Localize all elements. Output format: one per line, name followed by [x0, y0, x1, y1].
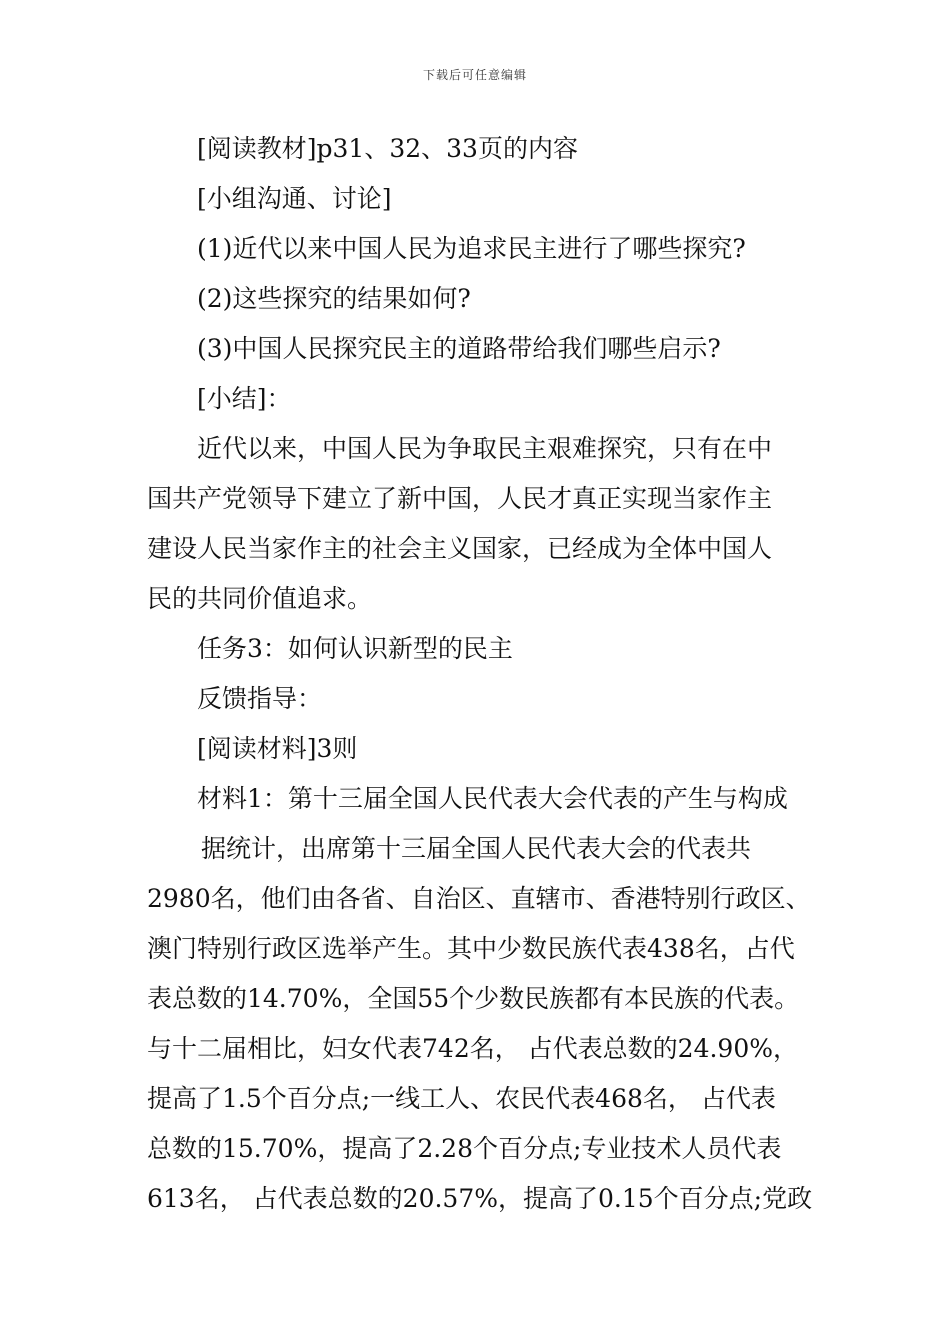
material-1-paragraph-line: 613名， 占代表总数的20.57%，提高了0.15个百分点;党政	[147, 1184, 813, 1213]
material-1-paragraph-line: 表总数的14.70%，全国55个少数民族都有本民族的代表。	[147, 984, 800, 1013]
reading-materials-line: [阅读材料]3则	[197, 734, 358, 763]
question-1: (1)近代以来中国人民为追求民主进行了哪些探究?	[197, 234, 746, 263]
question-2: (2)这些探究的结果如何?	[197, 284, 471, 313]
feedback-guidance-heading: 反馈指导：	[197, 684, 323, 713]
material-1-paragraph-line: 据统计，出席第十三届全国人民代表大会的代表共	[201, 834, 752, 863]
material-1-paragraph-line: 2980名，他们由各省、自治区、直辖市、香港特别行政区、	[147, 884, 811, 913]
material-1-paragraph-line: 总数的15.70%，提高了2.28个百分点;专业技术人员代表	[147, 1134, 782, 1163]
group-discussion-heading: [小组沟通、讨论]	[197, 184, 392, 213]
material-1-paragraph-line: 与十二届相比，妇女代表742名， 占代表总数的24.90%，	[147, 1034, 798, 1063]
material-1-title: 材料1：第十三届全国人民代表大会代表的产生与构成	[197, 784, 788, 813]
question-3: (3)中国人民探究民主的道路带给我们哪些启示?	[197, 334, 721, 363]
summary-paragraph-line: 建设人民当家作主的社会主义国家，已经成为全体中国人	[147, 534, 773, 563]
summary-paragraph-line: 近代以来，中国人民为争取民主艰难探究，只有在中	[197, 434, 773, 463]
summary-paragraph-line: 民的共同价值追求。	[147, 584, 373, 613]
reading-textbook-line: [阅读教材]p31、32、33页的内容	[197, 134, 578, 163]
summary-paragraph-line: 国共产党领导下建立了新中国，人民才真正实现当家作主	[147, 484, 773, 513]
task-3-heading: 任务3：如何认识新型的民主	[197, 634, 513, 663]
summary-heading: [小结]：	[197, 384, 292, 413]
material-1-paragraph-line: 提高了1.5个百分点;一线工人、农民代表468名， 占代表	[147, 1084, 776, 1113]
page-header-note: 下载后可任意编辑	[422, 68, 527, 82]
material-1-paragraph-line: 澳门特别行政区选举产生。其中少数民族代表438名，占代	[147, 934, 795, 963]
